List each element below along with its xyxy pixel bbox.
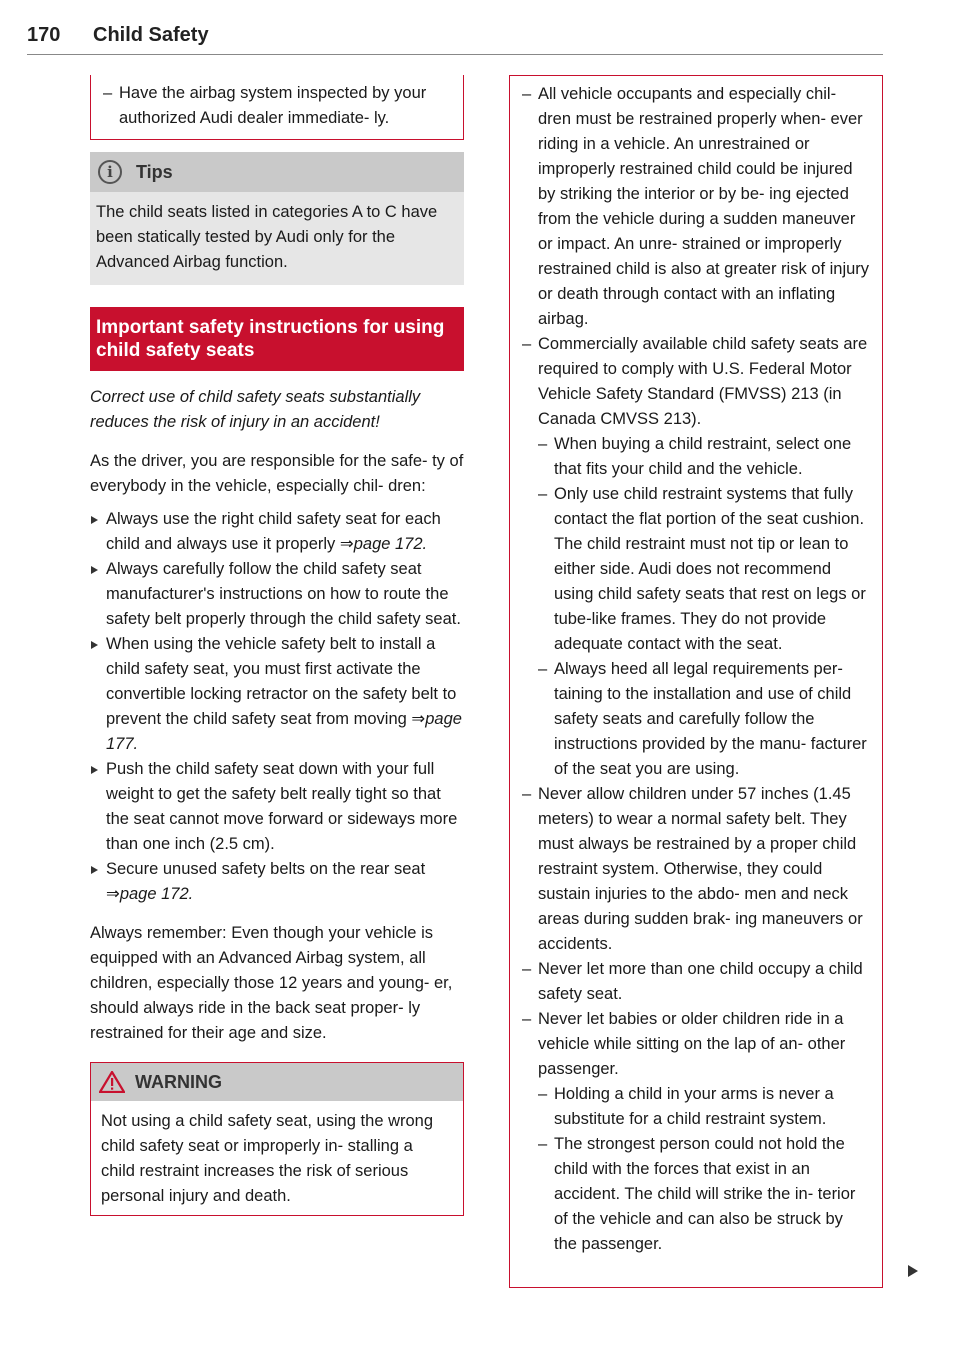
- tips-body: The child seats listed in categories A to C have been statically tested by Audi only for the Advanced Airbag function.: [96, 203, 438, 271]
- sub-list-item: – Only use child restraint systems that fully contact the flat portion of the seat cushion. The child restraint must not tip or lean to either side. Audi does not recommend using child safety seats that rest on legs or tube-like frames. They do not provide adequate contact with the seat.: [522, 482, 870, 657]
- list-item-text: Push the child safety seat down with your full weight to get the safety belt really tight so that the seat cannot move forward or sideways more than one inch (2.5 cm).: [106, 760, 458, 853]
- tips-header: [90, 152, 464, 192]
- list-item: [90, 757, 464, 857]
- list-item: – Never let more than one child occupy a child safety seat.: [522, 957, 870, 1007]
- list-item: [90, 507, 464, 557]
- list-item: – Never let babies or older children ride in a vehicle while sitting on the lap of an- other passenger.: [522, 1007, 870, 1082]
- warning-triangle-icon: [99, 1071, 125, 1093]
- left-column: [90, 75, 464, 1216]
- right-column: [509, 75, 883, 1288]
- continue-arrow-icon: [908, 1265, 918, 1277]
- paragraph-responsibility: As the driver, you are responsible for the safe- ty of everybody in the vehicle, especially chil- dren:: [90, 452, 464, 495]
- warning-title: WARNING: [135, 1071, 222, 1092]
- warning-continuation-box: [90, 75, 464, 140]
- paragraph-reminder: Always remember: Even though your vehicle is equipped with an Advanced Airbag system, all children, especially those 12 years and young- er, should always ride in the back seat proper- ly restrained for their age and size.: [90, 924, 453, 1042]
- list-item: [90, 557, 464, 632]
- page-reference-link[interactable]: ⇒page 177.: [106, 710, 462, 753]
- instruction-list: [90, 507, 464, 907]
- tips-title: Tips: [136, 161, 173, 182]
- warning-header: [91, 1063, 463, 1101]
- warning-body: Not using a child safety seat, using the wrong child safety seat or improperly in- stalling a child restraint increases the risk of serious personal injury and death.: [101, 1112, 434, 1205]
- header-divider: [27, 54, 883, 55]
- page-reference-link[interactable]: ⇒page 172.: [339, 535, 428, 553]
- sub-list-item: – Holding a child in your arms is never a substitute for a child restraint system.: [522, 1082, 870, 1132]
- page-number: 170: [27, 24, 61, 46]
- page-reference-link[interactable]: ⇒page 172.: [106, 885, 194, 903]
- intro-text: Correct use of child safety seats substantially reduces the risk of injury in an accident!: [90, 388, 421, 431]
- list-item: [90, 632, 464, 757]
- list-item-text: Secure unused safety belts on the rear seat: [106, 860, 426, 878]
- warning-box: [90, 1062, 464, 1216]
- section-title: Child Safety: [93, 24, 209, 46]
- sub-list-item: – The strongest person could not hold the child with the forces that exist in an accident. The child will strike the in- terior of the vehicle and can also be struck by the passenger.: [522, 1132, 870, 1257]
- warning-continuation-box-right: [509, 75, 883, 1288]
- list-item-text: When using the vehicle safety belt to install a child safety seat, you must first activate the convertible locking retractor on the safety belt to prevent the child safety seat from moving: [106, 635, 457, 728]
- list-item: – Never allow children under 57 inches (1.45 meters) to wear a normal safety belt. They must always be restrained by a proper child restraint system. Otherwise, they could sustain injuries to the abdo- men and neck areas during sudden brak- ing maneuvers or accidents.: [522, 782, 870, 957]
- list-item-text: Always use the right child safety seat for each child and always use it properly: [106, 510, 441, 553]
- list-item-text: Always carefully follow the child safety seat manufacturer's instructions on how to route the safety belt properly through the child safety seat.: [106, 560, 461, 628]
- warning-continuation-item: – Have the airbag system inspected by your authorized Audi dealer immediate- ly.: [103, 81, 447, 131]
- info-icon: i: [98, 160, 122, 184]
- list-item: – All vehicle occupants and especially chil- dren must be restrained properly when- ever riding in a vehicle. An unrestrained or improperly restrained child could be injured by striking the interior or by be- ing ejected from the vehicle during a sudden maneuver or impact. An unre- strained or improperly restrained child is also at greater risk of injury or death through contact with an inflating airbag.: [522, 82, 870, 332]
- sub-list-item: – When buying a child restraint, select one that fits your child and the vehicle.: [522, 432, 870, 482]
- page-header: [27, 24, 883, 54]
- list-item: [90, 857, 464, 907]
- sub-list-item: – Always heed all legal requirements per- taining to the installation and use of child safety seats and carefully follow the instructions provided by the manu- facturer of the seat you are using.: [522, 657, 870, 782]
- list-item: – Commercially available child safety seats are required to comply with U.S. Federal Motor Vehicle Safety Standard (FMVSS) 213 (in Canada CMVSS 213).: [522, 332, 870, 432]
- tips-box: [90, 152, 464, 285]
- section-heading: Important safety instructions for using child safety seats: [90, 307, 464, 371]
